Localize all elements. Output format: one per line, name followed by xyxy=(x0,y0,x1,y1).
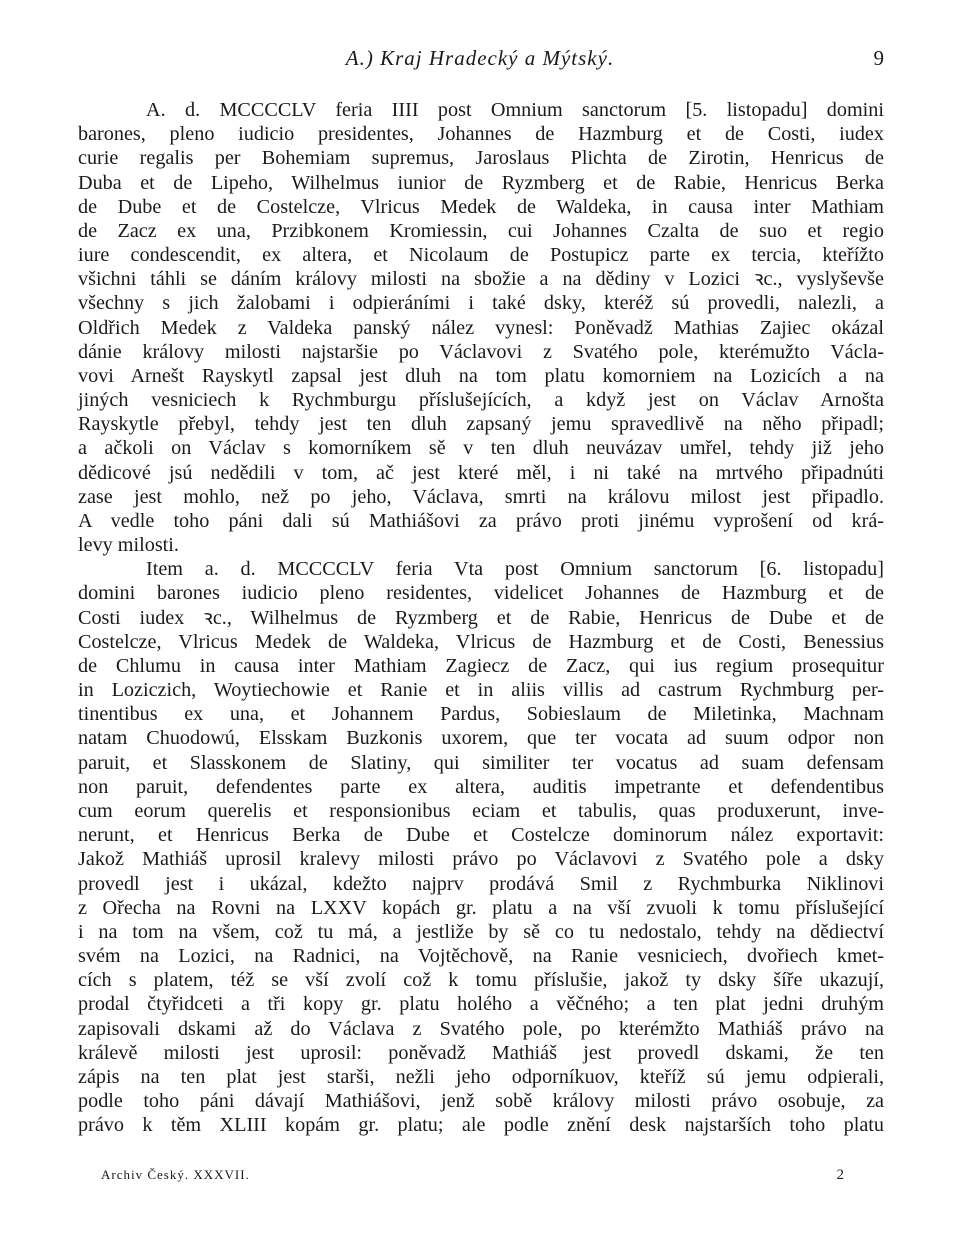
text-line: svém na Lozici, na Radnici, na Vojtěchově, na Ranie vesniciech, dvořiech kmet- xyxy=(78,945,884,968)
text-line: dědicové jsú nedědili v tom, ač jest které měl, i ni také na mrtvého připadnúti xyxy=(78,461,884,484)
text-line: natam Chuodowú, Elsskam Buzkonis uxorem, que ter vocata ad suum odpor non xyxy=(78,727,884,750)
text-line: podle toho páni dávají Mathiášovi, jenž sobě královy milosti právo osobuje, za xyxy=(78,1090,884,1113)
sheet-mark: 2 xyxy=(836,1167,845,1183)
text-line: králevě milosti jest uprosil: poněvadž Mathiáš jest provedl dskami, že ten xyxy=(78,1041,884,1064)
text-line: A vedle toho páni dali sú Mathiášovi za právo proti jinému vyprošení od krá- xyxy=(78,509,884,532)
text-line: levy milosti. xyxy=(78,534,179,557)
text-line: non paruit, defendentes parte ex altera, auditis impetrante et defendentibus xyxy=(78,775,884,798)
text-line: cích s platem, též se vší zvolí což k tomu příslušie, jakož ty dsky šíře ukazují, xyxy=(78,969,884,992)
text-line: prodal čtyřidceti a tři kopy gr. platu holého a věčného; a ten plat jedni druhým xyxy=(78,993,884,1016)
text-line: iure condescendit, ex altera, et Nicolaum de Postupicz parte ex tercia, kteřížto xyxy=(78,244,884,267)
text-line: domini barones iudicio pleno residentes, videlicet Johannes de Hazmburg et de xyxy=(78,582,884,605)
text-line: jiných vesniciech k Rychmburgu příslušejících, a když jest on Václav Arnošta xyxy=(78,389,884,412)
text-line: dánie královy milosti najstaršie po Václavovi z Svatého pole, kterémužto Václa- xyxy=(78,340,884,363)
text-line: Oldřich Medek z Valdeka panský nález vynesl: Poněvadž Mathias Zajiec okázal xyxy=(78,316,884,339)
text-line: de Zacz ex una, Przibkonem Kromiessin, cui Johannes Czalta de suo et regio xyxy=(78,219,884,242)
text-line: curie regalis per Bohemiam supremus, Jaroslaus Plichta de Zirotin, Henricus de xyxy=(78,147,884,170)
page-number: 9 xyxy=(873,46,884,70)
text-line: in Loziczich, Woytiechowie et Ranie et in aliis villis ad castrum Rychmburg per- xyxy=(78,679,884,702)
text-line: cum eorum querelis et responsionibus eciam et tabulis, quas produxerunt, inve- xyxy=(78,799,884,822)
text-line: Jakož Mathiáš uprosil kralevy milosti právo po Václavovi z Svatého pole a dsky xyxy=(78,848,884,871)
text-line: všechny s jich žalobami i odpieráními i také dsky, kteréž sú provedli, nalezli, a xyxy=(78,292,884,315)
text-line: A. d. MCCCCLV feria IIII post Omnium sanctorum [5. listopadu] domini xyxy=(146,99,884,121)
text-line: Item a. d. MCCCCLV feria Vta post Omnium sanctorum [6. listopadu] xyxy=(146,558,884,581)
text-line: de Chlumu in causa inter Mathiam Zagiecz de Zacz, qui ius regium prosequitur xyxy=(78,654,884,677)
printer-signature: Archiv Český. XXXVII. xyxy=(101,1167,250,1182)
text-line: Costelcze, Vlricus Medek de Waldeka, Vlricus de Hazmburg et de Costi, Benessius xyxy=(78,630,884,653)
text-line: paruit, et Slasskonem de Slatiny, qui similiter ter vocatus ad suam defensam xyxy=(78,751,884,774)
text-line: zase jest mohlo, než po jeho, Václava, smrti na královu milost jest připadlo. xyxy=(78,485,884,508)
text-line: právo k těm XLIII kopám gr. platu; ale podle znění desk najstarších toho platu xyxy=(78,1114,884,1137)
text-line: Duba et de Lipeho, Wilhelmus iunior de Ryzmberg et de Rabie, Henricus Berka xyxy=(78,171,884,194)
text-line: vovi Arnešt Rayskytl zapsal jest dluh na tom platu komorniem na Lozicích a na xyxy=(78,364,884,387)
page-footer xyxy=(101,1167,845,1187)
text-line: Costi iudex ꝛc., Wilhelmus de Ryzmberg et de Rabie, Henricus de Dube et de xyxy=(78,606,884,629)
text-line: zápis na ten plat jest starši, nežli jeho odporníkuov, kteříž sú jemu odpierali, xyxy=(78,1065,884,1088)
running-title: A.) Kraj Hradecký a Mýtský. xyxy=(345,46,615,70)
body-text xyxy=(78,98,884,1137)
text-line: barones, pleno iudicio presidentes, Johannes de Hazmburg et de Costi, iudex xyxy=(78,123,884,146)
text-line: nerunt, et Henricus Berka de Dube et Costelcze dominorum nález exportavit: xyxy=(78,824,884,847)
text-line: zapisovali dskami až do Václava z Svatého pole, po kterémžto Mathiáš právo na xyxy=(78,1017,884,1040)
text-line: všichni táhli se dáním královy milosti na sbožie a na dědiny v Lozici ꝛc., vyslyševše xyxy=(78,268,884,291)
text-line: tinentibus ex una, et Johannem Pardus, Sobieslaum de Miletinka, Machnam xyxy=(78,703,884,726)
text-line: de Dube et de Costelcze, Vlricus Medek de Waldeka, in causa inter Mathiam xyxy=(78,195,884,218)
text-line: provedl jest i ukázal, kdežto najprv prodává Smil z Rychmburka Niklinovi xyxy=(78,872,884,895)
text-line: z Ořecha na Rovni na LXXV kopách gr. platu a na vší zvuoli k tomu příslušející xyxy=(78,896,884,919)
text-line: Rayskytle přebyl, tehdy jest ten dluh zapsaný jemu spravedlivě na něho připadl; xyxy=(78,413,884,436)
text-line: a ačkoli on Václav s komorníkem sě v ten dluh neuvázav umřel, tehdy již jeho xyxy=(78,437,884,460)
page-header xyxy=(0,46,960,76)
text-line: i na tom na všem, což tu má, a jestliže by sě co tu nedostalo, tehdy na dědiectví xyxy=(78,920,884,943)
